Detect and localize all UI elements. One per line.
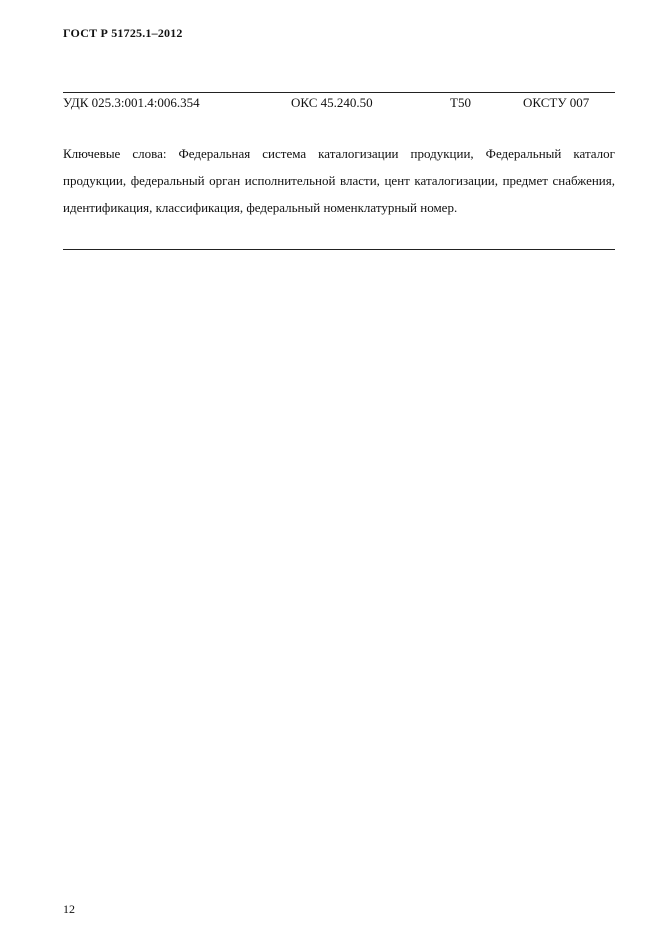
keywords-paragraph: Ключевые слова: Федеральная система каталогизации продукции, Федеральный каталог продукции, федеральный орган исполнительной власти, цент каталогизации, предмет снабжения, идентификация, классификация, федеральный номенклатурный номер.: [63, 146, 615, 215]
okstu-code: ОКСТУ 007: [523, 95, 590, 110]
top-divider: [63, 92, 615, 93]
bottom-divider: [63, 249, 615, 250]
document-standard-id: ГОСТ Р 51725.1–2012: [63, 26, 183, 40]
t-code: Т50: [450, 95, 471, 110]
udk-code: УДК 025.3:001.4:006.354: [63, 95, 200, 110]
oks-code: ОКС 45.240.50: [291, 95, 373, 110]
page-number: 12: [63, 902, 75, 916]
